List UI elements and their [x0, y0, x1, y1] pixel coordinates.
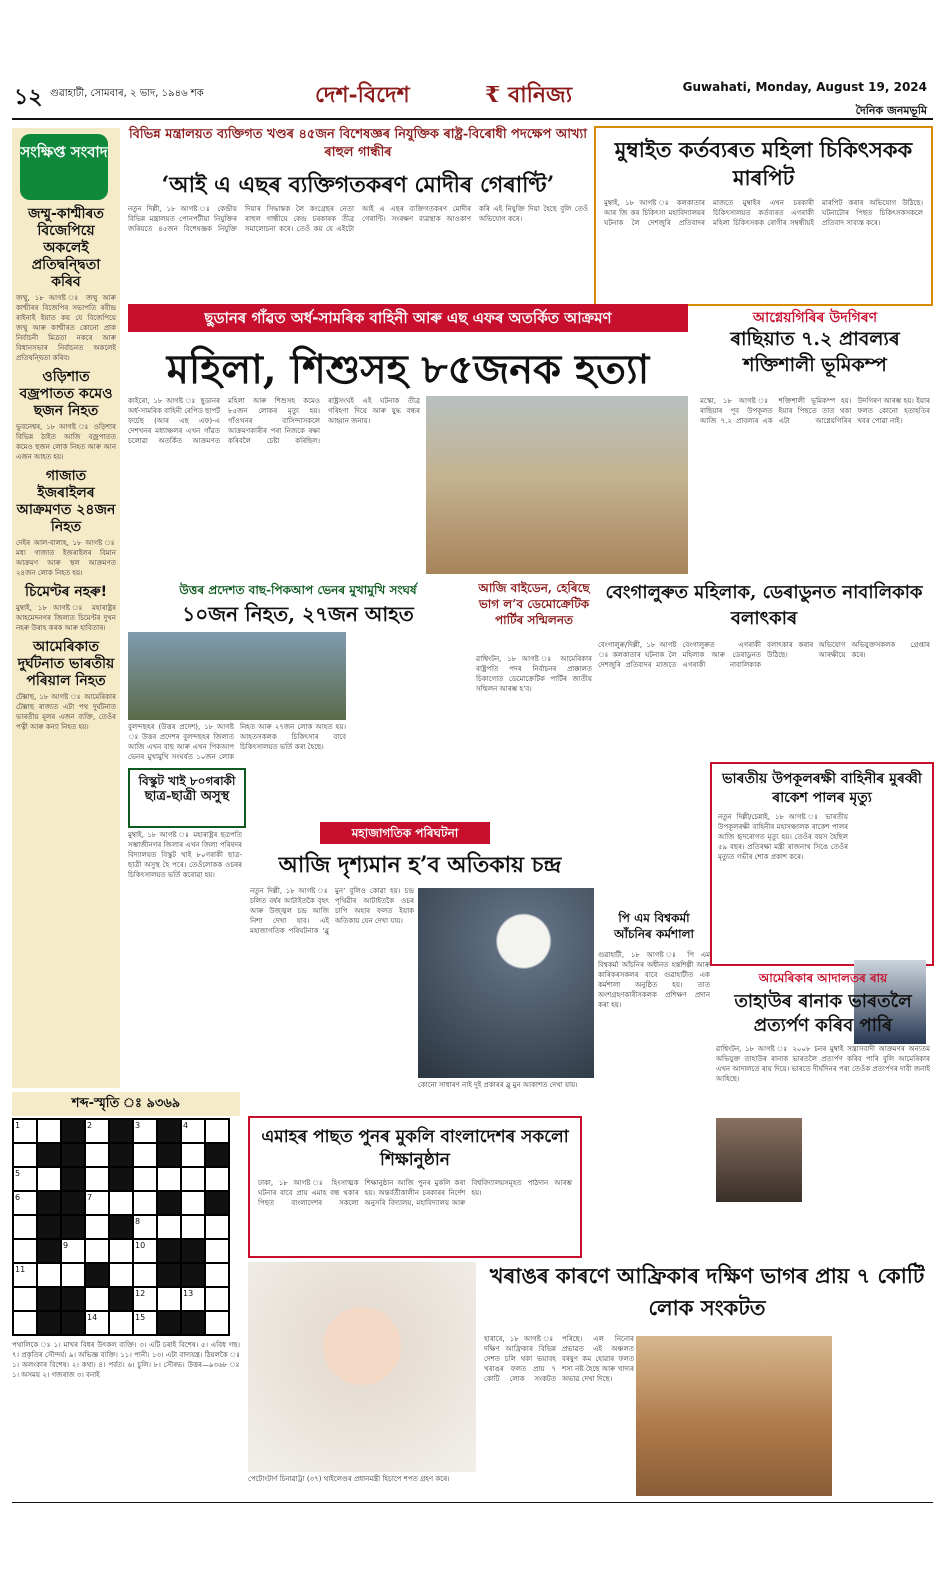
- crossword-cell[interactable]: [109, 1311, 133, 1335]
- crossword-cell[interactable]: [205, 1287, 229, 1311]
- page-date-local: গুৱাহাটী, সোমবাৰ, ২ ভাদ, ১৯৪৬ শক: [50, 88, 204, 99]
- space-body: নতুন দিল্লী, ১৮ আগষ্ট ঃ চলিত বৰ্ষৰ আটাইতকৈ বৃহৎ আৰু উজ্জ্বল চন্দ্ৰ আজি নিশা দেখা যাব। এই মহাজাগতিক পৰিঘটনাক ‘ব্লু মুন’ বুলিও কোৱা হয়। চন্দ্ৰ পৃথিৱীৰ আটাইতকৈ ওচৰ চাপি অহাৰ ফলত ইয়াক অতিকায় যেন দেখা যায়।: [250, 887, 414, 935]
- crossword-cell[interactable]: [181, 1215, 205, 1239]
- crossword-block: [61, 1215, 85, 1239]
- brief-news-sidebar: [12, 128, 120, 1088]
- brief-headline-4: চিমেণ্টৰ নহৰু!: [25, 584, 107, 600]
- crossword-block: [37, 1143, 61, 1167]
- crossword-cell[interactable]: [85, 1215, 109, 1239]
- crossword-cell[interactable]: [205, 1167, 229, 1191]
- up-body: বুলন্দছহৰ (উত্তৰ প্ৰদেশ), ১৮ আগষ্ট ঃ উত্তৰ প্ৰদেশৰ বুলন্দছহৰ জিলাত আজি এখন বাছ আৰু এখন পিকআপ ভেনৰ মুখামুখি সংঘৰ্ষত ১০জন লোক নিহত আৰু ২৭জন লোক আহত হয়। আহতসকলক চিকিৎসাৰ বাবে চিকিৎসালয়ত ভৰ্তি কৰা হৈছে।: [128, 723, 346, 761]
- accident-photo: [128, 632, 346, 720]
- brief-body-5: টেক্সাছ, ১৮ আগষ্ট ঃ আমেৰিকাৰ টেক্সাছ ৰাজ্যত এটা পথ দুৰ্ঘটনাত ভাৰতীয় মূলৰ এজন ব্যক্তি, তেওঁৰ পত্নী আৰু কন্যা নিহত হয়।: [16, 693, 116, 731]
- crossword-cell[interactable]: [85, 1239, 109, 1263]
- coast-guard-box: [710, 762, 934, 966]
- crossword-cell[interactable]: [37, 1119, 61, 1143]
- sudan-photo: [426, 396, 688, 574]
- up-body-continued: [352, 632, 470, 762]
- workshop-headline: পি এম বিশ্বকৰ্মা আঁচনিৰ কৰ্মশালা: [613, 911, 695, 941]
- bengaluru-headline: বেংগালুৰুত মহিলাক, ডেৰাডুনত নাবালিকাক বলাৎকাৰ: [605, 582, 923, 629]
- page-date-english: Guwahati, Monday, August 19, 2024: [682, 80, 927, 94]
- crossword-cell[interactable]: [157, 1167, 181, 1191]
- crossword-block: [61, 1143, 85, 1167]
- crossword-block: [157, 1263, 181, 1287]
- brief-news-logo: সংক্ষিপ্ত সংবাদ: [20, 134, 108, 200]
- crossword-block: [109, 1215, 133, 1239]
- crossword-block: [157, 1311, 181, 1335]
- rana-kicker: আমেৰিকাৰ আদালতৰ ৰায়: [758, 971, 888, 985]
- crossword-block: [181, 1239, 205, 1263]
- crossword-cell[interactable]: [133, 1263, 157, 1287]
- space-kicker: মহাজাগতিক পৰিঘটনা: [320, 822, 490, 844]
- crossword-block: [205, 1191, 229, 1215]
- crossword-cell[interactable]: 8: [133, 1215, 157, 1239]
- top-story-kicker: বিভিন্ন মন্ত্ৰালয়ত ব্যক্তিগত খণ্ডৰ ৪৫জন বিশেষজ্ঞৰ নিযুক্তিক ৰাষ্ট্ৰ-বিৰোধী পদক্ষেপ আখ্যা ৰাহুল গান্ধীৰ: [128, 127, 588, 160]
- crossword-block: [157, 1239, 181, 1263]
- crossword-cell[interactable]: [181, 1143, 205, 1167]
- school-headline: ছাত্ৰ-ছাত্ৰী অসুস্থ: [144, 789, 230, 804]
- rana-headline: তাহাউৰ ৰানাক ভাৰতলৈ প্ৰত্যৰ্পণ কৰিব পাৰি: [734, 991, 912, 1036]
- bangladesh-headline: এমাহৰ পাছত পুনৰ মুকলি বাংলাদেশৰ সকলো শিক্ষানুষ্ঠান: [261, 1127, 569, 1170]
- crossword-cell[interactable]: [133, 1191, 157, 1215]
- section-title-right: ₹ বানিজ্য: [485, 82, 573, 108]
- school-kicker: বিস্কুট খাই ৮০গৰাকী: [138, 774, 236, 788]
- crossword-cell[interactable]: [133, 1143, 157, 1167]
- crossword-cell[interactable]: [157, 1287, 181, 1311]
- crossword-cell[interactable]: [205, 1239, 229, 1263]
- crossword-cell[interactable]: 10: [133, 1239, 157, 1263]
- africa-body: হাৰাৰে, ১৮ আগষ্ট ঃ দক্ষিণ আফ্ৰিকাৰ বিভিন্ন দেশত চলি থকা ভয়াবহ খৰাঙৰ ফলত প্ৰায় ৭ কোটি লোক সংকটত পৰিছে। এল নিনোৰ প্ৰভাৱত এই অঞ্চলত বৰষুণ কম হোৱাৰ ফলত শস্য নষ্ট হৈছে আৰু খাদ্যৰ অভাৱ দেখা দিছে।: [484, 1335, 634, 1383]
- crossword-cell[interactable]: [133, 1167, 157, 1191]
- crossword-cell[interactable]: 13: [181, 1287, 205, 1311]
- coast-guard-body: নতুন দিল্লী/চেন্নাই, ১৮ আগষ্ট ঃ ভাৰতীয় উপকূলৰক্ষী বাহিনীৰ মহাসঞ্চালক ৰাকেশ পালৰ আজি হৃদৰোগত মৃত্যু হয়। তেওঁৰ বয়স হৈছিল ৫৯ বছৰ। প্ৰতিৰক্ষা মন্ত্ৰী ৰাজনাথ সিঙে তেওঁৰ মৃত্যুত গভীৰ শোক প্ৰকাশ কৰে।: [718, 813, 848, 861]
- crossword-cell[interactable]: [13, 1143, 37, 1167]
- coast-guard-headline: ভাৰতীয় উপকূলৰক্ষী বাহিনীৰ মুৰব্বী ৰাকেশ পালৰ মৃত্যু: [722, 771, 922, 806]
- mumbai-body: মুম্বাই, ১৮ আগষ্ট ঃ কলকাতাৰ আৰ জি কৰ চিকিৎসা মহাবিদ্যালয়ৰ ঘটনাক লৈ দেশজুৰি প্ৰতিবাদৰ মাজতে মুম্বাইৰ এখন চৰকাৰী চিকিৎসালয়ত কৰ্তব্যৰত এগৰাকী মহিলা চিকিৎসকক ৰোগীৰ সম্বন্ধীয়ই মাৰপিট কৰাৰ অভিযোগ উঠিছে। ঘটনাটোৰ পিছত চিকিৎসকসকলে প্ৰতিবাদ সাব্যস্ত কৰে।: [604, 199, 923, 227]
- crossword-title: শব্দ-স্মৃতি ঃ ৯৩৬৯: [12, 1092, 240, 1116]
- up-headline: ১০জন নিহত, ২৭জন আহত: [182, 602, 414, 626]
- thai-pm-photo: [248, 1262, 476, 1472]
- crossword-cell[interactable]: [13, 1311, 37, 1335]
- crossword-cell[interactable]: [85, 1287, 109, 1311]
- quake-body: মস্কো, ১৮ আগষ্ট ঃ ৰাছিয়াৰ পূব উপকূলত আজি ৭.২ প্ৰাবল্যৰ এক শক্তিশালী ভূমিকম্প হয়। ইয়াৰ পিছতে তাত থকা এটা আগ্নেয়গিৰিৰ উদগিৰণ আৰম্ভ হয়। ইয়াৰ ফলত কোনো হতাহতিৰ খবৰ পোৱা নাই।: [700, 397, 930, 425]
- crossword-cell[interactable]: [13, 1287, 37, 1311]
- crossword-block: [37, 1215, 61, 1239]
- quake-headline: ৰাছিয়াত ৭.২ প্ৰাবল্যৰ শক্তিশালী ভূমিকম্প: [730, 328, 900, 376]
- brief-body-1: জম্মু, ১৮ আগষ্ট ঃ জম্মু আৰু কাশ্মীৰৰ বিজেপিৰ সভাপতি ৰবীন্দ্ৰ ৰাইনাই ইয়াত কয় যে বিজেপিয়ে জম্মু আৰু কাশ্মীৰত কোনো প্ৰাক নিৰ্বাচনী মিত্ৰতা নকৰে আৰু বিধানসভাৰ নিৰ্বাচনত অকলেই প্ৰতিদ্বন্দ্বিতা কৰিব।: [16, 294, 116, 362]
- biden-body: ৱাশ্বিংটন, ১৮ আগষ্ট ঃ আমেৰিকাৰ ৰাষ্ট্ৰপতি পদৰ নিৰ্বাচনৰ প্ৰাক্কালত চিকাগোত ডেমোক্ৰেটিক পাৰ্টিৰ জাতীয় সন্মিলন আৰম্ভ হ’ব।: [476, 655, 592, 693]
- crossword-block: [109, 1119, 133, 1143]
- crossword-cell[interactable]: [13, 1215, 37, 1239]
- bangladesh-box: [248, 1116, 582, 1258]
- africa-body-continued: [836, 1334, 930, 1494]
- thai-pm-caption: পেটোংটাৰ্ণ চিনাৱাট্ৰা (৩৭) থাইলেণ্ডৰ প্ৰধানমন্ত্ৰী হিচাপে শপত গ্ৰহণ কৰে।: [248, 1475, 450, 1483]
- brief-headline-5: আমেৰিকাত দুৰ্ঘটনাত ভাৰতীয় পৰিয়াল নিহত: [17, 639, 115, 689]
- crossword-cell[interactable]: [85, 1143, 109, 1167]
- crossword-block: [37, 1191, 61, 1215]
- brief-body-2: ভুবনেশ্বৰ, ১৮ আগষ্ট ঃ ওড়িশাৰ বিভিন্ন ঠাইত আজি বজ্ৰপাতত কমেও ছজন লোক নিহত আৰু আন এজন আহত হয়।: [16, 423, 116, 461]
- top-story-headline: ‘আই এ এছৰ ব্যক্তিগতকৰণ মোদীৰ গেৰাণ্টি’: [161, 172, 555, 198]
- crossword-block: [61, 1311, 85, 1335]
- mumbai-headline: মুম্বাইত কৰ্তব্যৰত মহিলা চিকিৎসকক মাৰপিট: [614, 137, 913, 190]
- crossword-block: [157, 1143, 181, 1167]
- crossword-block: [37, 1239, 61, 1263]
- brief-headline-3: গাজাত ইজৰাইলৰ আক্ৰমণত ২৪জন নিহত: [16, 468, 116, 535]
- crossword-block: [205, 1143, 229, 1167]
- africa-headline: খৰাঙৰ কাৰণে আফ্ৰিকাৰ দক্ষিণ ভাগৰ প্ৰায় ৭ কোটি লোক সংকটত: [489, 1263, 925, 1320]
- section-title-left: দেশ-বিদেশ: [315, 82, 410, 108]
- crossword-block: [37, 1287, 61, 1311]
- crossword-block: [157, 1191, 181, 1215]
- crossword-cell[interactable]: 15: [133, 1311, 157, 1335]
- crossword-cell[interactable]: 5: [13, 1167, 37, 1191]
- moon-caption: কোনো সাধাৰণ নাই দুই প্ৰকাৰৰ ব্লু মুন আকাশত দেখা যায়।: [418, 1081, 578, 1089]
- crossword-block: [61, 1119, 85, 1143]
- crossword-block: [61, 1287, 85, 1311]
- space-headline: আজি দৃশ্যমান হ’ব অতিকায় চন্দ্ৰ: [278, 852, 562, 878]
- crossword-block: [109, 1287, 133, 1311]
- crossword-cell[interactable]: 2: [85, 1119, 109, 1143]
- brief-headline-2: ওড়িশাত বজ্ৰপাতত কমেও ছজন নিহত: [19, 369, 113, 419]
- crossword-block: [61, 1167, 85, 1191]
- biden-headline: আজি বাইডেন, হেৰিছে ভাগ ল’ব ডেমোক্ৰেটিক পাৰ্টিৰ সন্মিলনত: [478, 581, 590, 627]
- crossword-cell[interactable]: 4: [181, 1119, 205, 1143]
- mumbai-story-box: [594, 126, 933, 306]
- top-story-body: নতুন দিল্লী, ১৮ আগষ্ট ঃ কেন্দ্ৰীয় বিভিন্ন মন্ত্ৰালয়ত পোনপটীয়া নিযুক্তিৰ জৰিয়তে ৪৫জন বিশেষজ্ঞক নিযুক্তি দিয়াৰ সিদ্ধান্তক লৈ কংগ্ৰেছৰ নেতা ৰাহুল গান্ধীয়ে কেন্দ্ৰ চৰকাৰক তীব্ৰ সমালোচনা কৰে। তেওঁ কয় যে এইটো আই এ এছৰ ব্যক্তিগতকৰণ মোদীৰ গেৰাণ্টি। সংৰক্ষণ ব্যৱস্থাক আওকাণ কৰি এই নিযুক্তি দিয়া হৈছে বুলি তেওঁ অভিযোগ কৰে।: [128, 205, 588, 233]
- crossword-cell[interactable]: [181, 1167, 205, 1191]
- crossword-cell[interactable]: [205, 1311, 229, 1335]
- crossword-cell[interactable]: [37, 1167, 61, 1191]
- school-body: মুম্বাই, ১৮ আগষ্ট ঃ মহাৰাষ্ট্ৰৰ ছত্ৰপতি সম্ভাজীনগৰ জিলাৰ এখন জিলা পৰিষদৰ বিদ্যালয়ত বিস্কুট খাই ৮০গৰাকী ছাত্ৰ-ছাত্ৰী অসুস্থ হৈ পৰে। তেওঁলোকক ওচৰৰ চিকিৎসালয়ত ভৰ্তি কৰোৱা হয়।: [128, 831, 242, 879]
- crossword-grid[interactable]: [12, 1118, 230, 1336]
- crossword-cell[interactable]: [109, 1263, 133, 1287]
- crossword-cell[interactable]: [181, 1191, 205, 1215]
- crossword-block: [109, 1143, 133, 1167]
- newspaper-name: দৈনিক জনমভূমি: [855, 104, 927, 117]
- bengaluru-body: বেংগালুৰু/দিল্লী, ১৮ আগষ্ট ঃ কলকাতাৰ ঘটনাক লৈ দেশজুৰি প্ৰতিবাদৰ মাজতে বেংগালুৰুত এগৰাকী মহিলাক আৰু ডেৰাডুনত এগৰাকী নাবালিকাক বলাৎকাৰ কৰাৰ অভিযোগ উঠিছে। আৰক্ষীয়ে অভিযুক্তসকলক গ্ৰেপ্তাৰ কৰে।: [598, 641, 930, 669]
- crossword-cell[interactable]: [205, 1263, 229, 1287]
- crossword-block: [109, 1167, 133, 1191]
- crossword-cell[interactable]: 14: [85, 1311, 109, 1335]
- page-number: ১২: [14, 85, 43, 110]
- crossword-cell[interactable]: [205, 1119, 229, 1143]
- brief-body-3: দেইৰ আল-বালাহ, ১৮ আগষ্ট ঃ মধ্য গাজাত ইজৰাইলৰ বিমান আক্ৰমণ আৰু স্থল আক্ৰমণত ২৪জন লোক নিহত হয়।: [16, 539, 116, 577]
- crossword-cell[interactable]: [61, 1263, 85, 1287]
- brief-headline-1: জম্মু-কাশ্মীৰত বিজেপিয়ে অকলেই প্ৰতিদ্বন্দ্বিতা কৰিব: [28, 206, 104, 290]
- sudan-headline: মহিলা, শিশুসহ ৮৫জনক হত্যা: [166, 346, 650, 393]
- crossword-cell[interactable]: [109, 1191, 133, 1215]
- crossword-cell[interactable]: [37, 1263, 61, 1287]
- rana-photo: [716, 1118, 802, 1202]
- bangladesh-body: ঢাকা, ১৮ আগষ্ট ঃ হিংসাত্মক ঘটনাৰ বাবে প্ৰায় এমাহ বন্ধ থকাৰ পিছত বাংলাদেশৰ সকলো শিক্ষানুষ্ঠান আজি পুনৰ মুকলি কৰা হয়। অন্তৰ্বৰ্তীকালীন চৰকাৰৰ নিৰ্দেশ অনুসৰি বিদ্যালয়, মহাবিদ্যালয় আৰু বিশ্ববিদ্যালয়সমূহত পাঠদান আৰম্ভ হয়।: [258, 1179, 572, 1207]
- section-banner: [255, 74, 695, 112]
- workshop-body: গুৱাহাটী, ১৮ আগষ্ট ঃ পি এম বিশ্বকৰ্মা আঁচনিৰ অধীনত হস্তশিল্পী আৰু কাৰিকৰসকলৰ বাবে গুৱাহাটীত এক কৰ্মশালা অনুষ্ঠিত হয়। তাত অংশগ্ৰহণকাৰীসকলক প্ৰশিক্ষণ প্ৰদান কৰা হয়।: [598, 951, 710, 1009]
- sudan-body: কাইৰো, ১৮ আগষ্ট ঃ ছুডানৰ অৰ্ধ-সামৰিক বাহিনী ৰেপিড ছাপৰ্ট ফৰ্চেছ (আৰ এছ এফ)-এ দেশখনৰ মধ্যাঞ্চলৰ এখন গাঁৱত চলোৱা অতৰ্কিত আক্ৰমণত মহিলা আৰু শিশুসহ কমেও ৮৫জন লোকৰ মৃত্যু হয়। গাঁওখনৰ বাসিন্দাসকলে আক্ৰমণকাৰীৰ পৰা নিজকে ৰক্ষা কৰিবলৈ চেষ্টা কৰিছিল। ৰাষ্ট্ৰসংঘই এই ঘটনাক তীব্ৰ গৰিহণা দিয়ে আৰু যুদ্ধ বন্ধৰ আহ্বান জনায়।: [128, 397, 420, 445]
- crossword-cell[interactable]: 11: [13, 1263, 37, 1287]
- crossword-clues: পথালিকে ঃ ১। মাখৰ বিধৰ উৎকল ব্যক্তি। ৩। এটি চৰাই বিশেষ। ৫। এবিধ গছ। ৭। প্ৰকৃতিৰ সৌন্দৰ্য। ৯। অভিজ্ঞ ব্যক্তি। ১১। পানী। ১৩। এটা বাদ্যযন্ত্ৰ। ঠিয়লকৈ ঃ ১। অলংকাৰ বিশেষ। ২। কথা। ৪। পৰ্বত। ৬। চুলি। ৮। সৌৰভ। উত্তৰ—৯৩৬৮ ঃ ১। অসময় ২। গজৰাজ ৩। বনাই: [12, 1341, 240, 1379]
- rana-body: ৱাশ্বিংটন, ১৮ আগষ্ট ঃ ২০০৮ চনৰ মুম্বাই সন্ত্ৰাসবাদী আক্ৰমণৰ অন্যতম অভিযুক্ত তাহাউৰ ৰানাক ভাৰতলৈ প্ৰত্যৰ্পণ কৰিব পাৰি বুলি আমেৰিকাৰ এখন আদালতে ৰায় দিয়ে। ভাৰতে দীৰ্ঘদিনৰ পৰা তেওঁক প্ৰত্যৰ্পণৰ দাবী জনাই আহিছে।: [716, 1045, 930, 1083]
- brief-body-4: মুম্বাই, ১৮ আগষ্ট ঃ মহাৰাষ্ট্ৰৰ আহমেদনগৰ জিলাত চিমেণ্টৰ দুখন নহৰু উৰাহ কৰক আৰু হাবিতাৰ।: [16, 604, 116, 632]
- crossword-cell[interactable]: 7: [85, 1191, 109, 1215]
- crossword-cell[interactable]: 3: [133, 1119, 157, 1143]
- footer-rule: [12, 1502, 933, 1503]
- up-kicker: উত্তৰ প্ৰদেশত বাছ-পিকআপ ভেনৰ মুখামুখি সংঘৰ্ষ: [179, 583, 417, 597]
- sudan-banner: ছুডানৰ গাঁৱত অৰ্ধ-সামৰিক বাহিনী আৰু এছ এফৰ অতৰ্কিত আক্ৰমণ: [128, 304, 688, 332]
- crossword-cell[interactable]: 1: [13, 1119, 37, 1143]
- crossword-cell[interactable]: 9: [61, 1239, 85, 1263]
- crossword-cell[interactable]: 12: [133, 1287, 157, 1311]
- crossword-block: [181, 1263, 205, 1287]
- quake-kicker: আগ্নেয়গিৰিৰ উদগিৰণ: [752, 310, 878, 326]
- header-rule: [12, 118, 933, 120]
- drought-photo: [636, 1336, 832, 1496]
- moon-photo: [418, 888, 594, 1078]
- crossword-cell[interactable]: 6: [13, 1191, 37, 1215]
- crossword-block: [157, 1119, 181, 1143]
- crossword-block: [61, 1191, 85, 1215]
- crossword-cell[interactable]: [157, 1215, 181, 1239]
- crossword-cell[interactable]: [109, 1239, 133, 1263]
- crossword-cell[interactable]: [13, 1239, 37, 1263]
- school-headline-box: [128, 768, 246, 828]
- crossword-block: [37, 1311, 61, 1335]
- crossword-block: [181, 1311, 205, 1335]
- crossword-cell[interactable]: [85, 1167, 109, 1191]
- crossword-block: [85, 1263, 109, 1287]
- crossword-cell[interactable]: [205, 1215, 229, 1239]
